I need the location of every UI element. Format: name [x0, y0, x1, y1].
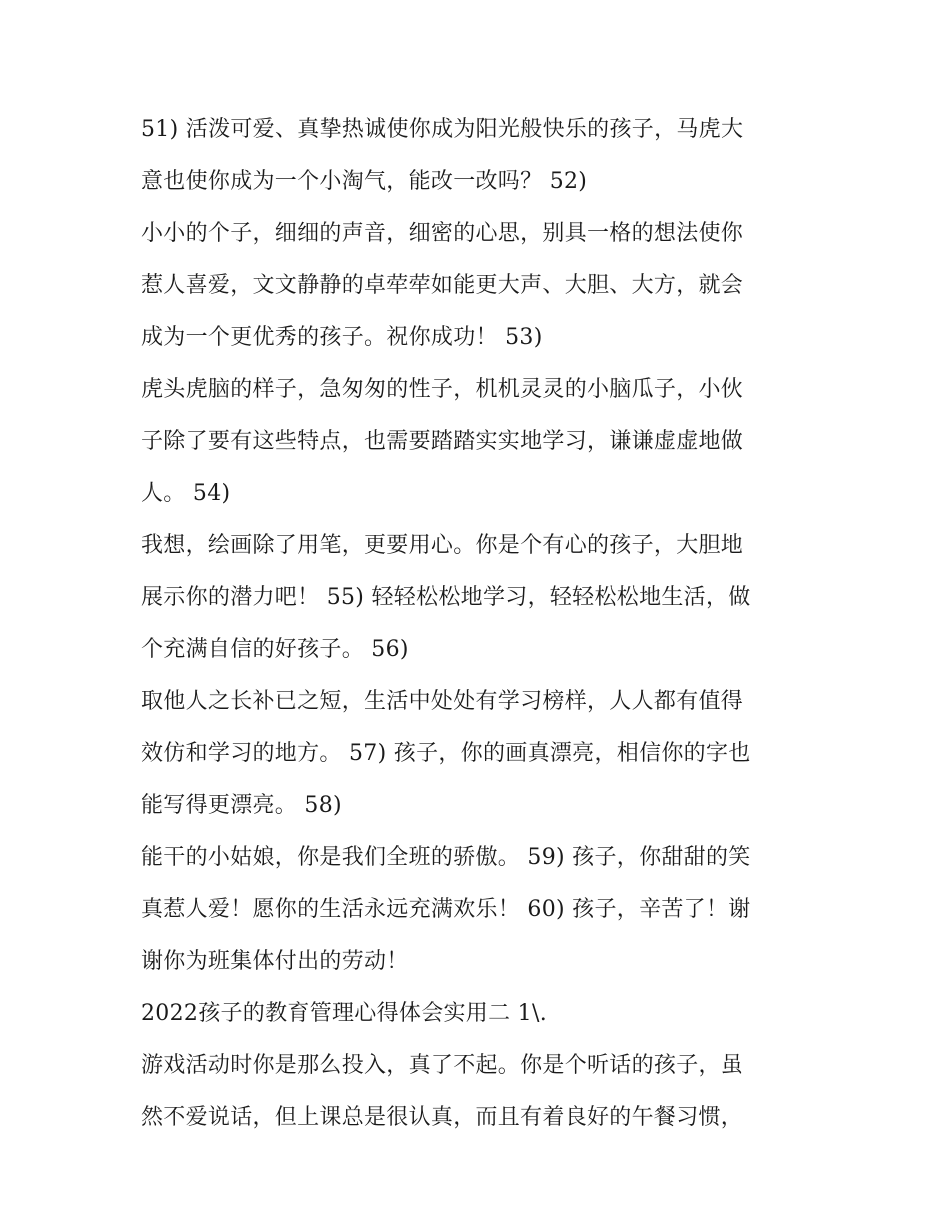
text-line: 惹人喜爱，文文静静的卓荦荦如能更大声、大胆、大方，就会	[141, 273, 744, 298]
text-line: 取他人之长补已之短，生活中处处有学习榜样，人人都有值得	[141, 689, 744, 714]
text-line: 能写得更漂亮。 58)	[141, 793, 342, 818]
text-line: 个充满自信的好孩子。 56)	[141, 637, 409, 662]
text-line: 游戏活动时你是那么投入，真了不起。你是个听话的孩子，虽	[141, 1053, 744, 1078]
text-line: 51) 活泼可爱、真挚热诚使你成为阳光般快乐的孩子，马虎大	[141, 117, 744, 142]
text-line: 我想，绘画除了用笔，更要用心。你是个有心的孩子，大胆地	[141, 533, 744, 558]
text-line: 谢你为班集体付出的劳动！	[141, 949, 409, 974]
text-line: 能干的小姑娘，你是我们全班的骄傲。 59) 孩子，你甜甜的笑	[141, 845, 751, 870]
text-line: 人。 54)	[141, 481, 231, 506]
text-line: 小小的个子，细细的声音，细密的心思，别具一格的想法使你	[141, 221, 744, 246]
text-line: 效仿和学习的地方。 57) 孩子，你的画真漂亮，相信你的字也	[141, 741, 751, 766]
section-heading: 2022孩子的教育管理心得体会实用二 1\.	[141, 1001, 547, 1026]
text-line: 虎头虎脑的样子，急匆匆的性子，机机灵灵的小脑瓜子，小伙	[141, 377, 744, 402]
text-line: 展示你的潜力吧！ 55) 轻轻松松地学习，轻轻松松地生活，做	[141, 585, 751, 610]
text-line: 成为一个更优秀的孩子。祝你成功！ 53)	[141, 325, 543, 350]
document-body	[141, 104, 821, 1144]
text-line: 意也使你成为一个小淘气，能改一改吗？ 52)	[141, 169, 588, 194]
text-line: 子除了要有这些特点，也需要踏踏实实地学习，谦谦虚虚地做	[141, 429, 744, 454]
text-line: 然不爱说话，但上课总是很认真，而且有着良好的午餐习惯，	[141, 1105, 744, 1130]
text-line: 真惹人爱！愿你的生活永远充满欢乐！ 60) 孩子，辛苦了！谢	[141, 897, 751, 922]
